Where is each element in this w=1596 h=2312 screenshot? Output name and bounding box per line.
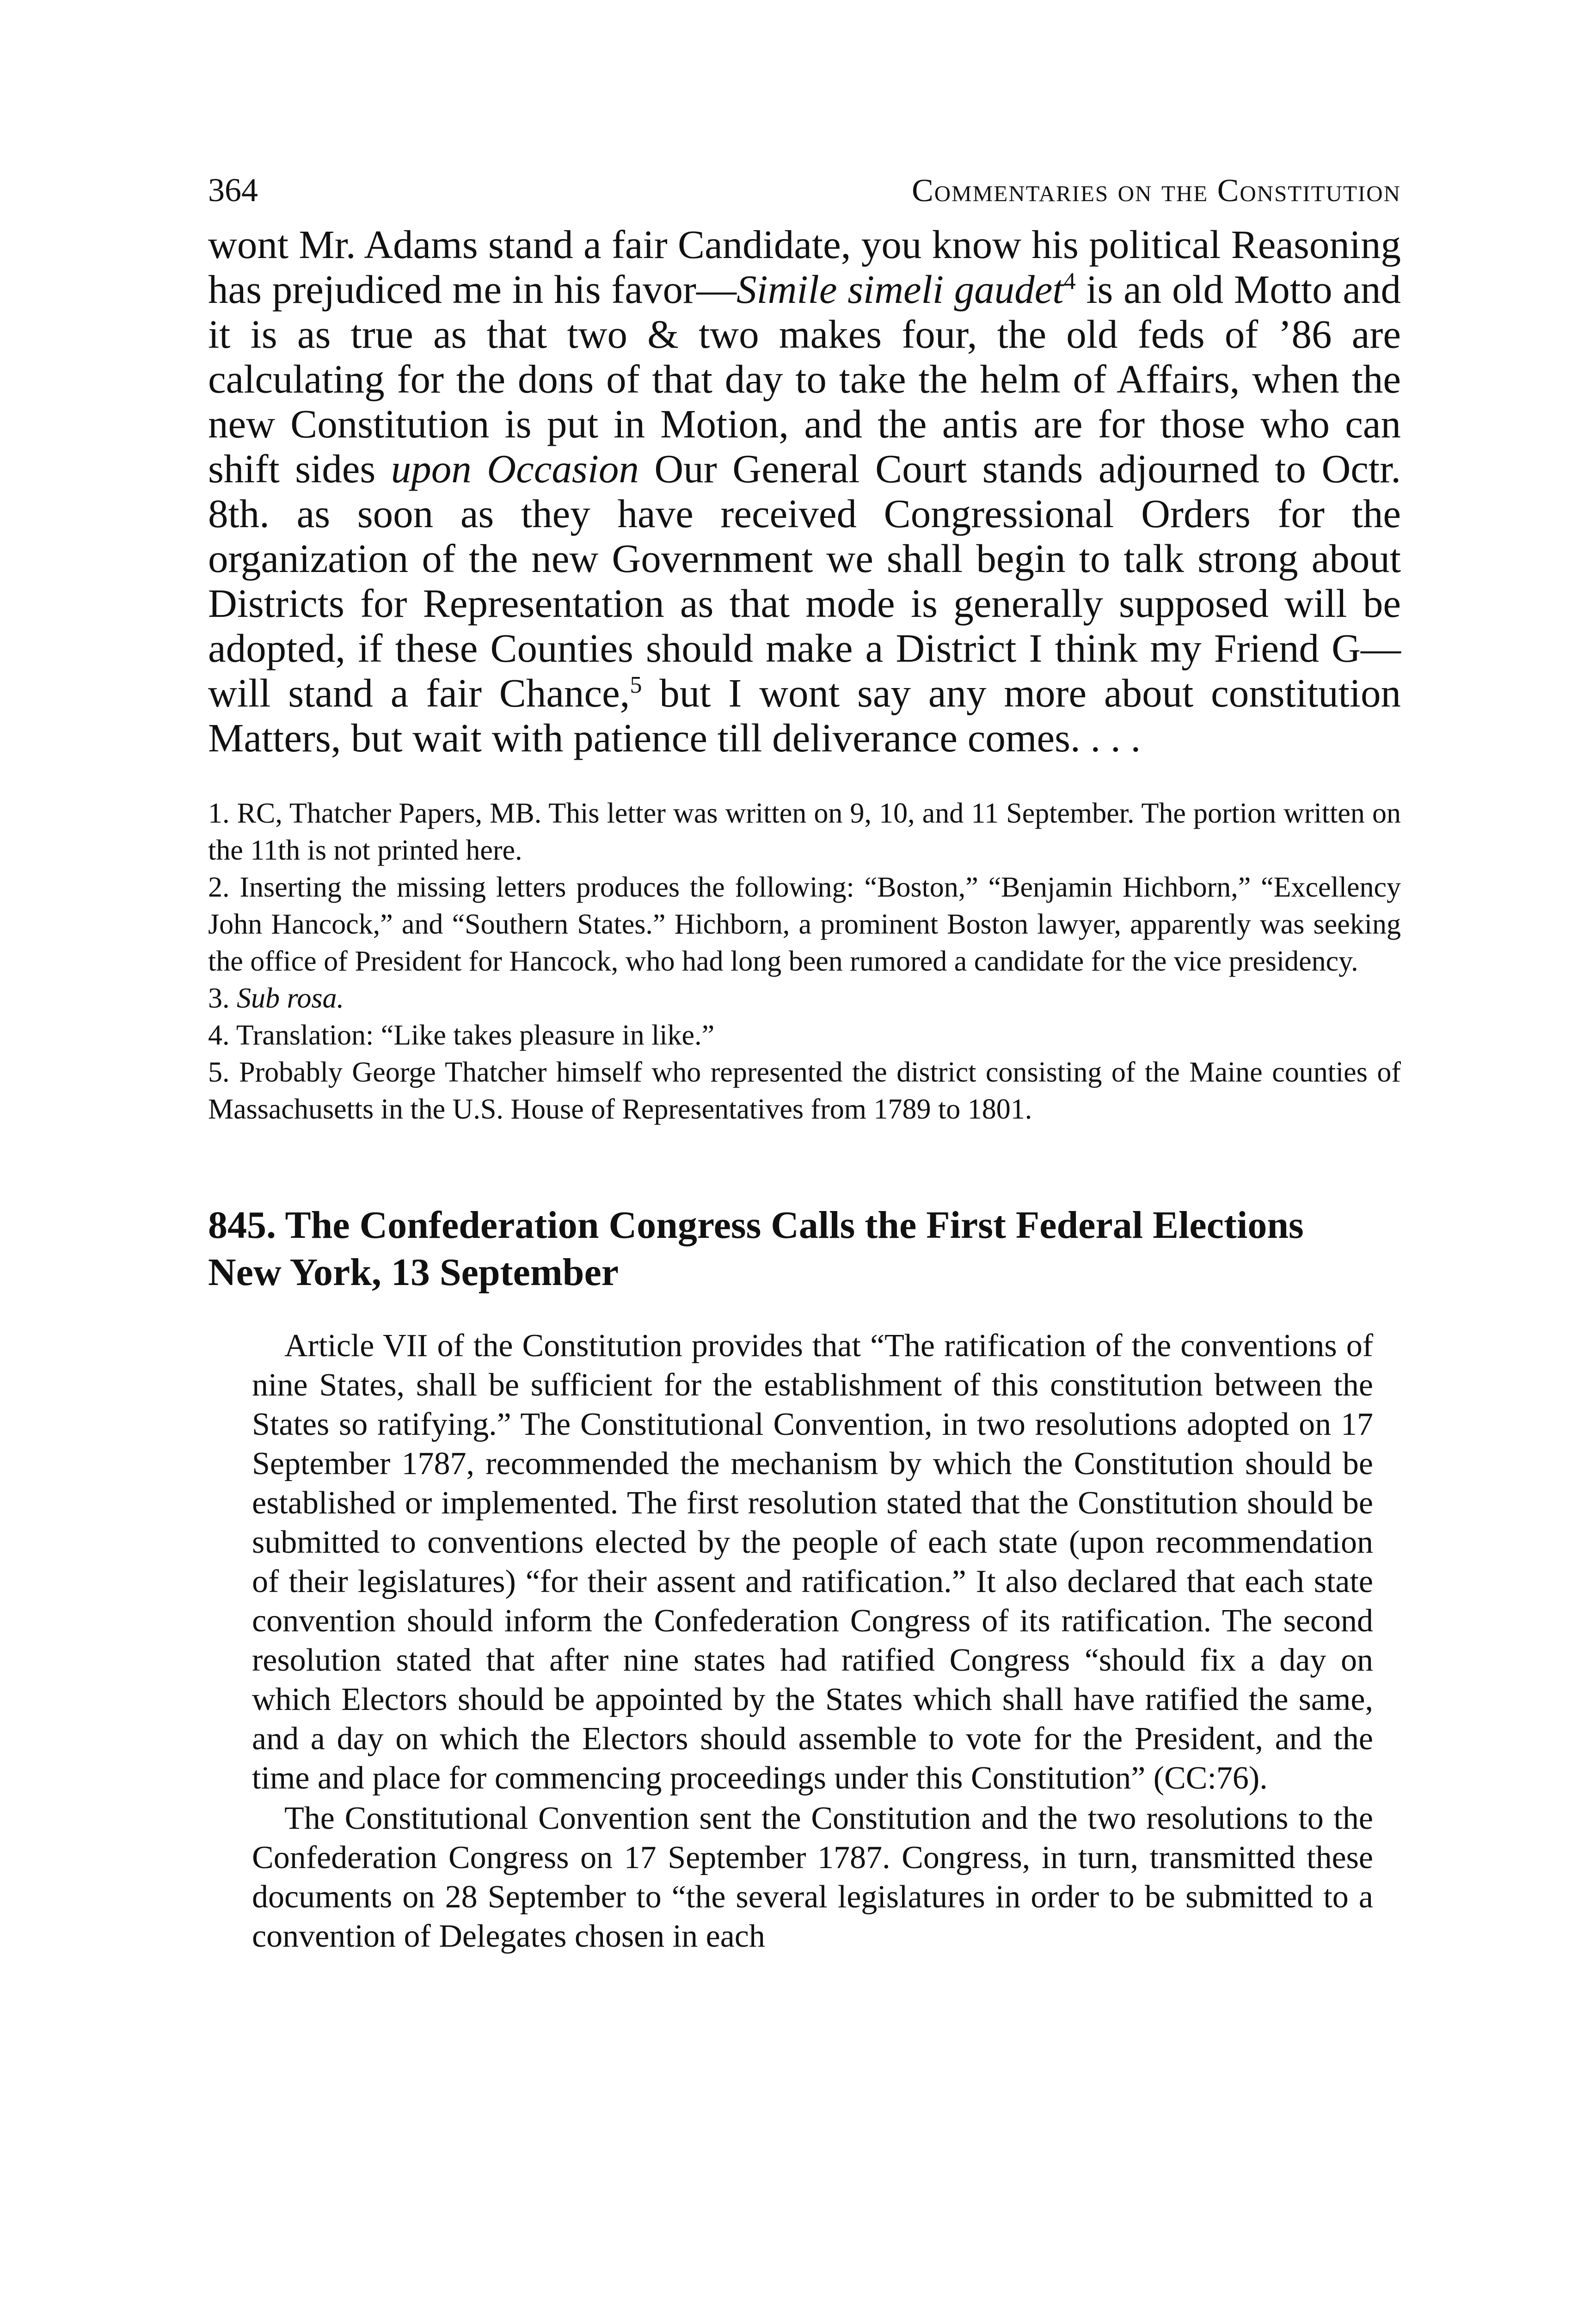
headnote [208,1326,1401,1956]
footnote-5: 5. Probably George Thatcher himself who represented the district consisting of the Maine counties of Massachusetts in the U.S. House of Representatives from 1789 to 1801. [208,1057,1401,1125]
footnote-4: 4. Translation: “Like takes pleasure in like.” [208,1020,715,1051]
section-heading [208,1202,1401,1296]
letter-text-part-4: but I wont say any more about constitution Matters, but wait with patience till deliverance comes. . . . [208,670,1401,760]
headnote-paragraph-1: Article VII of the Constitution provides that “The ratification of the conventions of nine States, shall be sufficient for the establishment of this constitution between the States so ratifying.” The Constitutional Convention, in two resolutions adopted on 17 September 1787, recommended the mechanism by which the Constitution should be established or implemented. The first resolution stated that the Constitution should be submitted to conventions elected by the people of each state (upon recommendation of their legislatures) “for their assent and ratification.” It also declared that each state convention should inform the Confederation Congress of its ratification. The second resolution stated that after nine states had ratified Congress “should fix a day on which Electors should be appointed by the States which shall have ratified the same, and a day on which the Electors should assemble to vote for the President, and the time and place for commencing proceedings under this Constitution” (CC:76). [252,1328,1373,1796]
letter-text-part-3: Our General Court stands adjourned to Octr. 8th. as soon as they have received Congressional Orders for the organization of the new Government we shall begin to talk strong about Districts for Representation as that mode is generally supposed will be adopted, if these Counties should make a District I think my Friend G— will stand a fair Chance, [208,446,1401,715]
latin-motto: Simile simeli gaudet [736,267,1064,312]
letter-text-part-1: wont Mr. Adams stand a fair Candidate, you know his political Reasoning has prejudiced me in his favor— [208,222,1401,312]
footnote-1: 1. RC, Thatcher Papers, MB. This letter was written on 9, 10, and 11 September. The portion written on the 11th is not printed here. [208,798,1401,866]
running-head [208,171,1401,222]
footnote-3-number: 3. [208,983,237,1014]
running-title: Commentaries on the Constitution [912,173,1401,209]
document-page [208,171,1401,1956]
footnotes [208,795,1401,1128]
section-heading-line-2: New York, 13 September [208,1251,619,1294]
italic-phrase: upon Occasion [391,446,639,491]
letter-text-part-2: is an old Motto and it is as true as that two & two makes four, the old feds of ’86 are calculating for the dons of that day to take the helm of Affairs, when the new Constitution is put in Motion, and the antis are for those who can shift sides [208,267,1401,491]
letter-text [208,222,1401,760]
section-heading-line-1: 845. The Confederation Congress Calls the First Federal Elections [208,1204,1304,1247]
footnote-3 [208,980,1401,1017]
headnote-paragraph-2: The Constitutional Convention sent the Constitution and the two resolutions to the Confederation Congress on 17 September 1787. Congress, in turn, transmitted these documents on 28 September to “the several legislatures in order to be submitted to a convention of Delegates chosen in each [252,1801,1373,1954]
footnote-ref-4: 4 [1063,268,1076,295]
footnote-ref-5: 5 [630,672,642,698]
page-number: 364 [208,172,258,209]
footnote-3-text: Sub rosa. [237,983,344,1014]
footnote-2: 2. Inserting the missing letters produces the following: “Boston,” “Benjamin Hichborn,” “Excellency John Hancock,” and “Southern States.” Hichborn, a prominent Boston lawyer, apparently was seeking the office of President for Hancock, who had long been rumored a candidate for the vice presidency. [208,872,1401,977]
